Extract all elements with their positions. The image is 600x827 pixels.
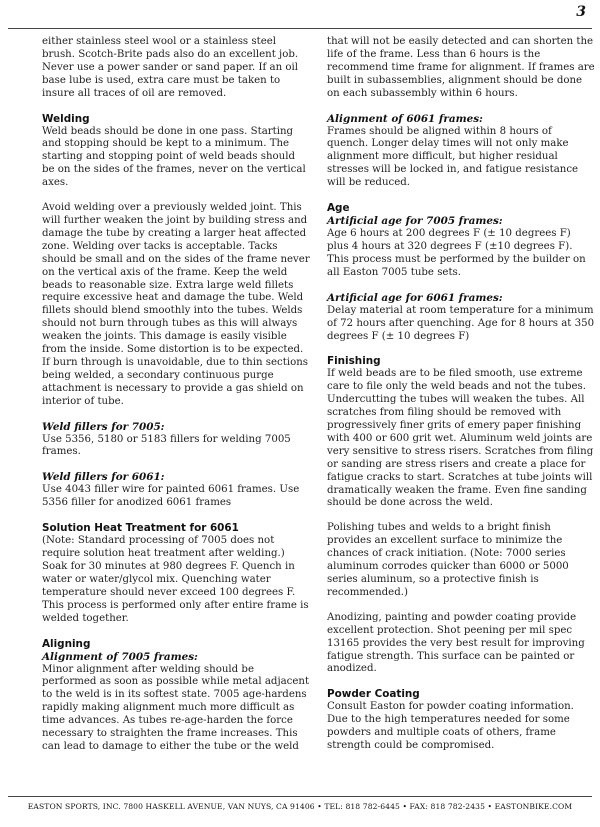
alignment-7005-text: Minor alignment after welding should be performed as soon as possible while metal adjacent to the weld is in its softest state. 7005 age-hardens rapidly making alignment much more difficult as time advances. As tubes re-age-harden the force necessary to straighten the frame increases. This can lead to damage to either the tube or the weld xyxy=(42,663,310,752)
fillers-7005-text: Use 5356, 5180 or 5183 fillers for welding 7005 frames. xyxy=(42,433,291,458)
welding-paragraph-1: Weld beads should be done in one pass. Starting and stopping should be kept to a minimum. The starting and stopping point of weld beads should be on the sides of the frames, never on the vertical axes. xyxy=(42,125,306,189)
header-rule xyxy=(8,28,592,29)
finishing-paragraph-3: Anodizing, painting and powder coating provide excellent protection. Shot peening per mil spec 13165 provides the very best result for improving fatigue strength. This surface can be painted or anodized. xyxy=(327,611,585,675)
alignment-continued-paragraph: that will not be easily detected and can shorten the life of the frame. Less than 6 hours is the recommend time frame for alignment. If frames are built in subassemblies, alignment should be done on each subassembly within 6 hours. xyxy=(327,36,595,99)
footer-rule xyxy=(8,796,592,797)
powder-coating-text: Consult Easton for powder coating information. Due to the high temperatures needed for some powders and multiple coats of others, frame strength could be compromised. xyxy=(327,701,574,752)
powder-coating-heading: Powder Coating xyxy=(327,688,420,701)
welding-paragraph-2: Avoid welding over a previously welded joint. This will further weaken the joint by building stress and damage the tube by creating a larger heat affected zone. Welding over tacks is acceptable. Tacks should be small and on the sides of the frame never on the vertical axis of the frame. Keep the weld beads to reasonable size. Extra large weld fillets require excessive heat and damage the tube. Weld fillets should blend smoothly into the tubes. Welds should not burn through tubes as this will always weaken the joints. This damage is easily visible from the inside. Some distortion is to be expected. If burn through is unavoidable, due to thin sections being welded, a secondary continuous purge attachment is necessary to provide a gas shield on interior of tube. xyxy=(42,202,310,407)
age-6061-heading: Artificial age for 6061 frames: xyxy=(327,291,503,304)
finishing-paragraph-1: If weld beads are to be filed smooth, use extreme care to file only the weld beads and not the tubes. Undercutting the tubes will weaken the tubes. All scratches from filing should be removed with progressively finer grits of emery paper finishing with 400 or 600 grit wet. Aluminum weld joints are very sensitive to stress risers. Scratches from filing or sanding are stress risers and create a place for fatigue cracks to start. Scratches at tube joints will dramatically weaken the frame. Even fine sanding should be done across the weld. xyxy=(327,368,594,509)
aligning-heading: Aligning xyxy=(42,637,91,650)
welding-heading: Welding xyxy=(42,112,90,125)
alignment-6061-text: Frames should be aligned within 8 hours of quench. Longer delay times will not only make alignment more difficult, but higher residual stresses will be locked in, and fatigue resistance will be reduced. xyxy=(327,125,579,189)
footer-address: EASTON SPORTS, INC. 7800 HASKELL AVENUE, VAN NUYS, CA 91406 • TEL: 818 782-6445 • FAX: 818 782-2435 • EASTONBIKE.COM xyxy=(27,802,573,811)
left-column xyxy=(42,36,310,754)
finishing-heading: Finishing xyxy=(327,355,381,368)
solution-heat-text: (Note: Standard processing of 7005 does not require solution heat treatment after welding.) Soak for 30 minutes at 980 degrees F. Quench in water or water/glycol mix. Quenching water temperature should never exceed 100 degrees F. This process is performed only after entire frame is welded together. xyxy=(42,535,309,624)
right-column xyxy=(327,36,595,753)
age-7005-text: Age 6 hours at 200 degrees F (± 10 degrees F) plus 4 hours at 320 degrees F (±10 degrees F). This process must be performed by the builder on all Easton 7005 tube sets. xyxy=(327,228,586,278)
solution-heat-heading: Solution Heat Treatment for 6061 xyxy=(42,522,239,535)
fillers-6061-text: Use 4043 filler wire for painted 6061 frames. Use 5356 filler for anodized 6061 frames xyxy=(42,484,300,509)
finishing-paragraph-2: Polishing tubes and welds to a bright finish provides an excellent surface to minimize the chances of crack initiation. (Note: 7000 series aluminum corrodes quicker than 6000 or 5000 series aluminum, so a protective finish is recommended.) xyxy=(327,522,569,598)
fillers-6061-heading: Weld fillers for 6061: xyxy=(42,471,165,484)
age-heading: Age xyxy=(327,202,350,215)
intro-paragraph: either stainless steel wool or a stainless steel brush. Scotch-Brite pads also do an excellent job. Never use a power sander or sand paper. If an oil base lube is used, extra care must be taken to insure all traces of oil are removed. xyxy=(42,36,299,99)
age-6061-text: Delay material at room temperature for a minimum of 72 hours after quenching. Age for 8 hours at 350 degrees F (± 10 degrees F) xyxy=(327,304,595,342)
alignment-6061-heading: Alignment of 6061 frames: xyxy=(327,112,483,125)
age-7005-heading: Artificial age for 7005 frames: xyxy=(327,215,503,228)
fillers-7005-heading: Weld fillers for 7005: xyxy=(42,420,165,433)
page-number: 3 xyxy=(576,4,586,20)
alignment-7005-heading: Alignment of 7005 frames: xyxy=(42,650,198,663)
